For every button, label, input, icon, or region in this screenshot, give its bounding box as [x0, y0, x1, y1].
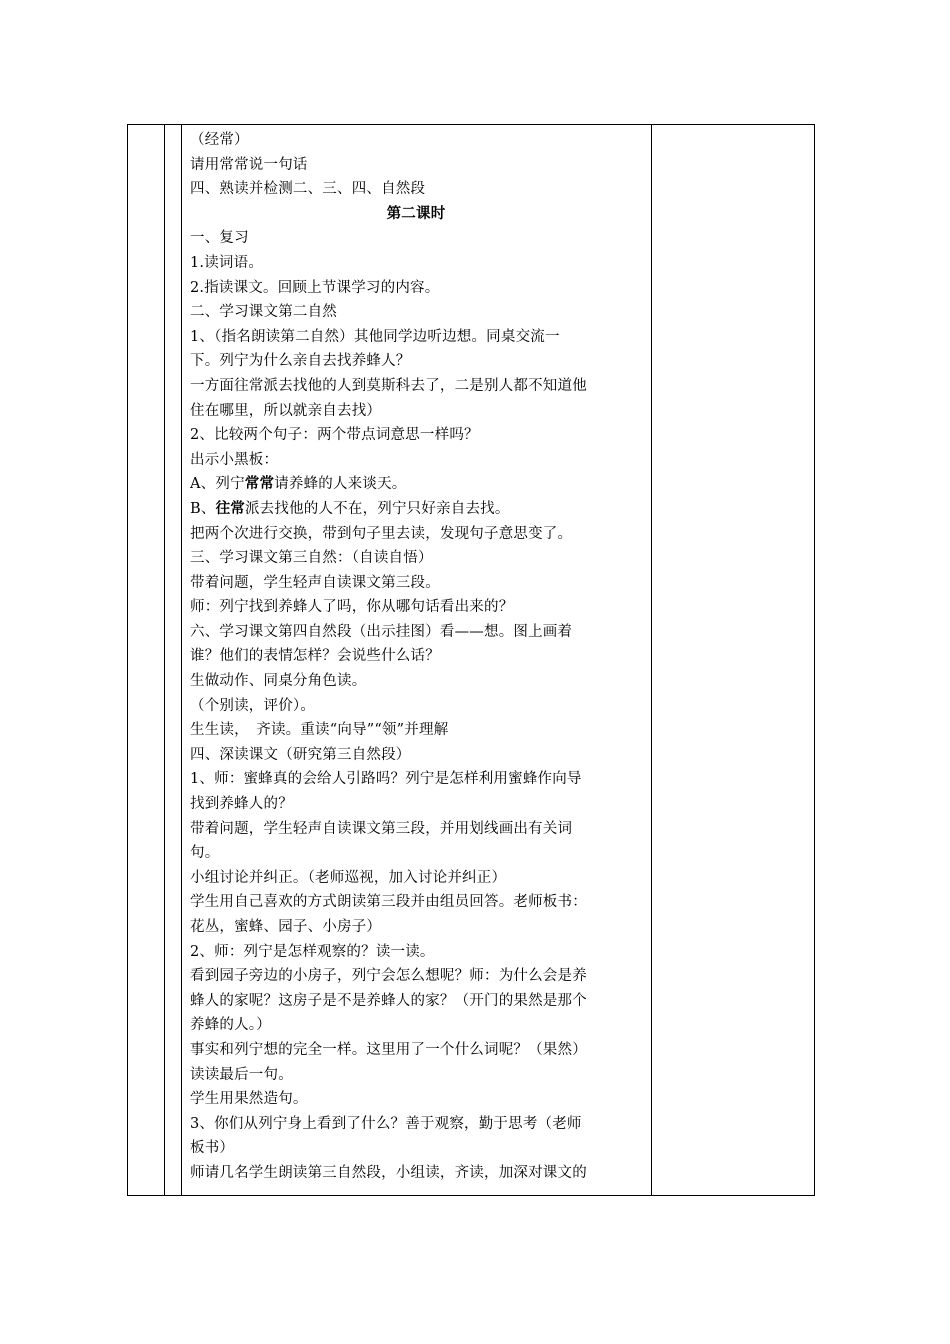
text-line: 句。 [190, 845, 220, 862]
text-line: 四、熟读并检测二、三、四、自然段 [190, 181, 426, 198]
text-line: 花丛，蜜蜂、园子、小房子） [190, 919, 382, 935]
sentence-a-dotted-word: 常常 [244, 475, 275, 493]
text-line: 一、复习 [190, 230, 249, 247]
text-line: 1.读词语。 [190, 254, 264, 271]
text-line: 住在哪里，所以就亲自去找） [190, 402, 382, 419]
text-line: 2.指读课文。回顾上节课学习的内容。 [190, 279, 440, 296]
text-line: 出示小黑板： [190, 451, 279, 468]
text-line: 3、你们从列宁身上看到了什么？善于观察，勤于思考（老师 [190, 1115, 582, 1132]
text-line: 1、（指名朗读第二自然）其他同学边听边想。同桌交流一 [190, 328, 560, 345]
text-line: 2、师：列宁是怎样观察的？读一读。 [190, 943, 435, 960]
column-divider-right [651, 125, 652, 1195]
sentence-b-dotted-word: 往常 [215, 499, 245, 517]
text-line: 师请几名学生朗读第三自然段，小组读，齐读，加深对课文的 [190, 1164, 587, 1181]
text-line: 养蜂的人。） [190, 1017, 271, 1034]
lesson-content-cell [182, 125, 650, 1195]
text-line: 谁？他们的表情怎样？会说些什么话？ [190, 648, 440, 665]
lesson-table [127, 124, 815, 1196]
sentence-b [190, 497, 642, 522]
sentence-a-suffix: 请养蜂的人来谈天。 [274, 476, 407, 493]
text-line: 带着问题，学生轻声自读课文第三段。 [190, 574, 440, 591]
text-line: 带着问题，学生轻声自读课文第三段，并用划线画出有关词 [190, 820, 573, 837]
sentence-b-suffix: 派去找他的人不在，列宁只好亲自去找。 [244, 500, 510, 517]
text-line: 事实和列宁想的完全一样。这里用了一个什么词呢？（果然） [190, 1041, 587, 1058]
text-line: 1、师：蜜蜂真的会给人引路吗？列宁是怎样利用蜜蜂作向导 [190, 771, 582, 788]
text-line: 生生读， 齐读。重读“向导”“领”并理解 [190, 722, 449, 739]
text-line: 请用常常说一句话 [190, 156, 308, 173]
text-line: 生做动作、同桌分角色读。 [190, 673, 367, 690]
text-line: 蜂人的家呢？这房子是不是养蜂人的家？（开门的果然是那个 [190, 992, 587, 1009]
text-line: （个别读，评价）。 [190, 697, 316, 714]
text-line: 师：列宁找到养蜂人了吗，你从哪句话看出来的？ [190, 599, 514, 616]
text-line: 一方面往常派去找他的人到莫斯科去了，二是别人都不知道他 [190, 377, 587, 394]
text-line: 三、学习课文第三自然：（自读自悟） [190, 550, 433, 567]
text-line: 找到养蜂人的？ [190, 796, 293, 813]
text-line: 把两个次进行交换，带到句子里去读，发现句子意思变了。 [190, 525, 573, 542]
text-line: 板书） [190, 1140, 235, 1157]
sentence-a-prefix: A、列宁 [190, 476, 245, 493]
text-line: 学生用自己喜欢的方式朗读第三段并由组员回答。老师板书： [190, 894, 587, 911]
section-heading: 第二课时 [386, 204, 446, 222]
text-line: 下。列宁为什么亲自去找养蜂人？ [190, 353, 411, 370]
text-line: 四、深读课文（研究第三自然段） [190, 746, 411, 763]
text-line: 二、学习课文第二自然 [190, 304, 337, 321]
sentence-b-prefix: B、 [190, 500, 216, 517]
text-line: 读读最后一句。 [190, 1066, 293, 1083]
text-line: 学生用果然造句。 [190, 1091, 308, 1108]
column-divider-left [164, 125, 165, 1195]
text-line: 六、学习课文第四自然段（出示挂图）看——想。图上画着 [190, 623, 573, 640]
sentence-a [190, 472, 642, 497]
text-line: 2、比较两个句子：两个带点词意思一样吗？ [190, 427, 479, 444]
text-line: 小组讨论并纠正。（老师巡视，加入讨论并纠正） [190, 869, 507, 886]
text-line: （经常） [190, 132, 249, 148]
text-line: 看到园子旁边的小房子，列宁会怎么想呢？师：为什么会是养 [190, 968, 587, 985]
